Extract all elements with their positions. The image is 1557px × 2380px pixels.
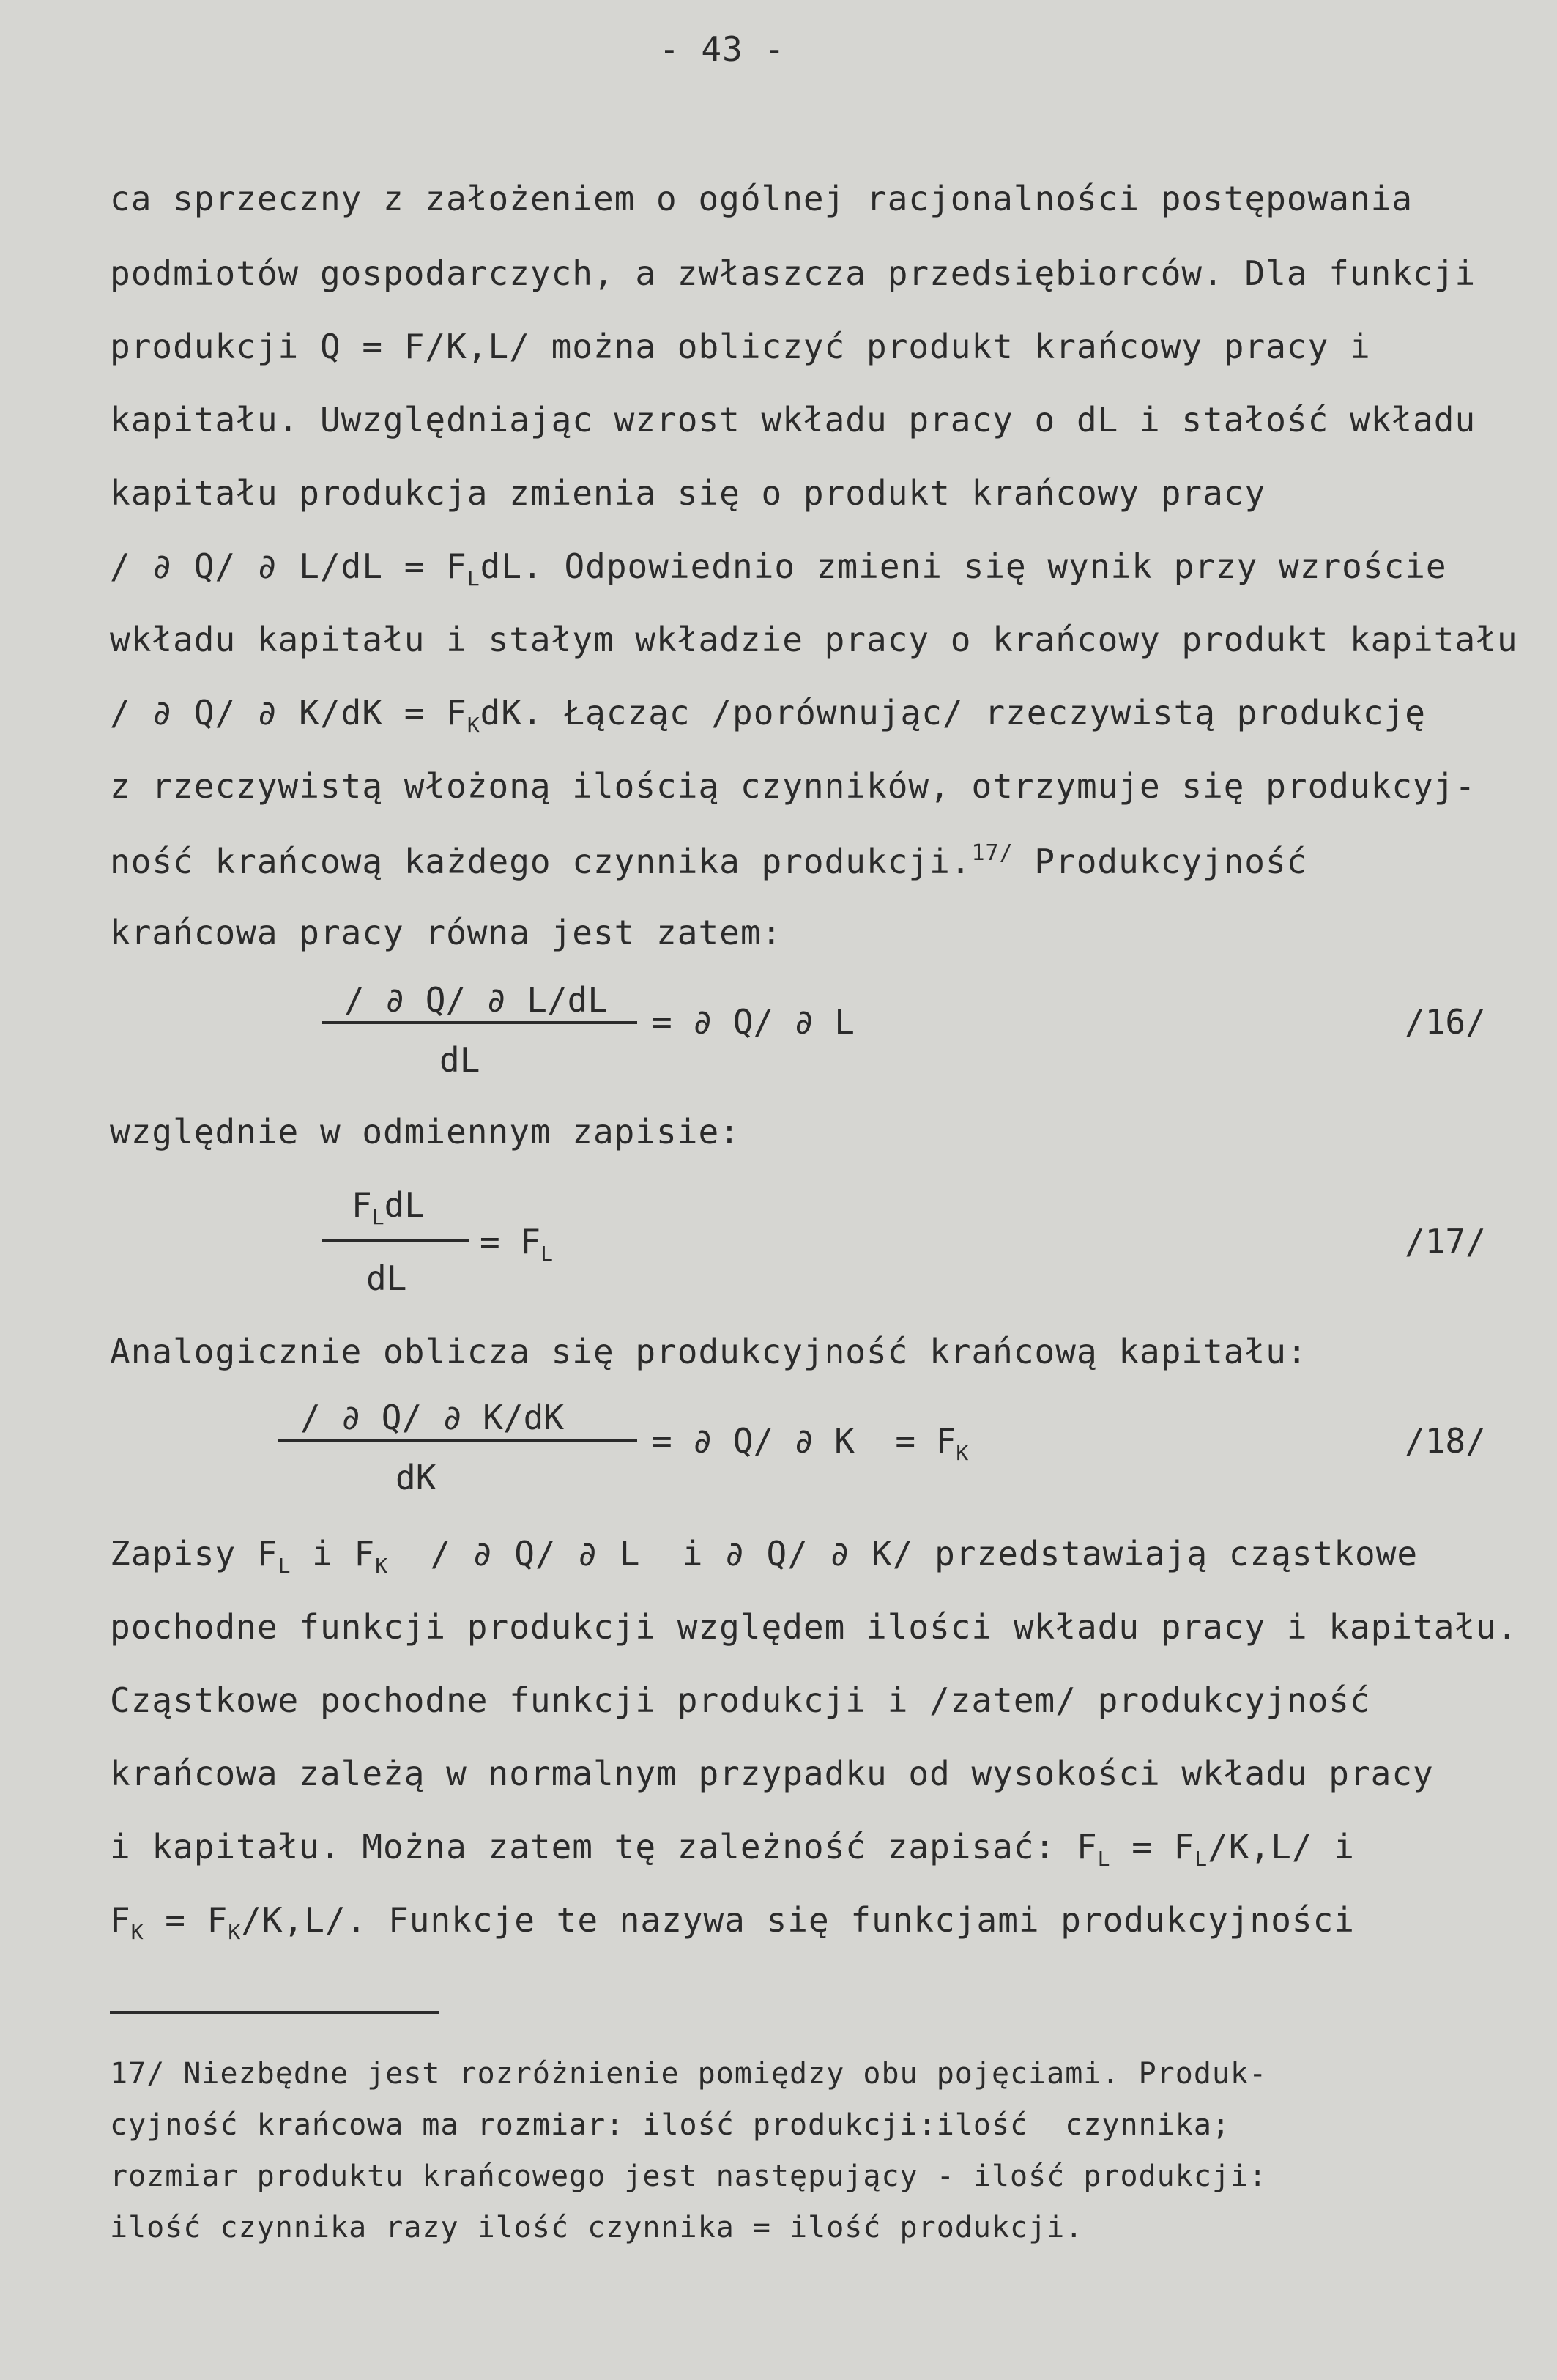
body-line-5: kapitału produkcja zmienia się o produkt krańcowy pracy: [110, 473, 1266, 513]
line6-start: / ∂ Q/ ∂ L/dL = F: [110, 546, 467, 586]
eq17-num-sub: L: [371, 1205, 384, 1229]
body-line-2: podmiotów gospodarczych, a zwłaszcza przedsiębiorców. Dla funkcji: [110, 253, 1476, 293]
eq17-number: /17/: [1405, 1222, 1486, 1261]
eq17-rhs-sub: L: [540, 1242, 553, 1266]
eq18-denominator: dK: [395, 1458, 436, 1497]
page-number: - 43 -: [659, 29, 786, 69]
tail-line-6: [110, 1900, 1356, 1944]
tail-l1c: / ∂ Q/ ∂ L i ∂ Q/ ∂ K/ przedstawiają cząstkowe: [388, 1534, 1419, 1573]
eq16-fraction-bar: [322, 1021, 637, 1024]
body-line-between: względnie w odmiennym zapisie:: [110, 1112, 740, 1152]
eq16-denominator: dL: [439, 1040, 480, 1080]
tail-l5c: /K,L/ i: [1208, 1827, 1356, 1866]
line6-sub: L: [467, 566, 480, 590]
footnote-line-4: ilość czynnika razy ilość czynnika = ilość produkcji.: [110, 2211, 1084, 2244]
eq18-fraction-bar: [278, 1439, 637, 1442]
eq17-num-rest: dL: [384, 1185, 425, 1225]
tail-l6-sub2: K: [228, 1920, 242, 1944]
tail-l1-sub1: L: [278, 1554, 291, 1578]
tail-l1-sub2: K: [375, 1554, 389, 1578]
body-line-8: [110, 693, 1426, 737]
eq18-rhs-sub: K: [956, 1441, 969, 1465]
line8-rest: dK. Łącząc /porównując/ rzeczywistą produkcję: [480, 693, 1426, 733]
line10-start: ność krańcową każdego czynnika produkcji.: [110, 842, 972, 881]
eq17-num-main: F: [352, 1185, 372, 1225]
line6-rest: dL. Odpowiednio zmieni się wynik przy wzroście: [480, 546, 1447, 586]
body-line-11: krańcowa pracy równa jest zatem:: [110, 913, 783, 952]
footnote-line-1: 17/ Niezbędne jest rozróżnienie pomiędzy obu pojęciami. Produk-: [110, 2057, 1268, 2091]
eq18-rhs-main: = ∂ Q/ ∂ K = F: [652, 1421, 956, 1461]
footnote-line-3: rozmiar produktu krańcowego jest następujący - ilość produkcji:: [110, 2160, 1268, 2193]
tail-l1b: i F: [291, 1534, 376, 1573]
body-line-analog: Analogicznie oblicza się produkcyjność krańcową kapitału:: [110, 1332, 1308, 1371]
eq18-rhs: [652, 1421, 968, 1465]
body-line-9: z rzeczywistą włożoną ilością czynników, otrzymuje się produkcyj-: [110, 766, 1476, 806]
eq18-numerator: / ∂ Q/ ∂ K/dK: [300, 1398, 565, 1437]
eq17-denominator: dL: [366, 1258, 407, 1298]
body-line-7: wkładu kapitału i stałym wkładzie pracy o krańcowy produkt kapitału: [110, 620, 1518, 659]
line10-rest: Produkcyjność: [1013, 842, 1308, 881]
tail-line-4: krańcowa zależą w normalnym przypadku od wysokości wkładu pracy: [110, 1754, 1434, 1793]
body-line-10: [110, 840, 1308, 881]
line8-start: / ∂ Q/ ∂ K/dK = F: [110, 693, 467, 733]
footnote-line-2: cyjność krańcowa ma rozmiar: ilość produkcji:ilość czynnika;: [110, 2108, 1231, 2142]
tail-line-5: [110, 1827, 1356, 1871]
eq16-number: /16/: [1405, 1002, 1486, 1042]
eq17-rhs-main: = F: [480, 1222, 541, 1261]
eq18-number: /18/: [1405, 1421, 1486, 1461]
eq17-rhs: [480, 1222, 553, 1266]
tail-l6a: F: [110, 1900, 131, 1940]
footnote-separator: [110, 2011, 439, 2014]
footnote-ref-17: 17/: [971, 840, 1014, 866]
tail-line-1: [110, 1534, 1419, 1578]
eq16-numerator: / ∂ Q/ ∂ L/dL: [344, 980, 609, 1020]
eq17-fraction-bar: [322, 1239, 469, 1242]
eq16-rhs: = ∂ Q/ ∂ L: [652, 1002, 855, 1042]
tail-l6c: /K,L/. Funkcje te nazywa się funkcjami produkcyjności: [241, 1900, 1356, 1940]
tail-l5-sub1: L: [1097, 1847, 1111, 1871]
line8-sub: K: [467, 713, 480, 737]
tail-l5-sub2: L: [1194, 1847, 1208, 1871]
body-line-1: ca sprzeczny z założeniem o ogólnej racjonalności postępowania: [110, 179, 1413, 218]
tail-l6b: = F: [144, 1900, 228, 1940]
eq17-numerator: [352, 1185, 425, 1229]
tail-l1a: Zapisy F: [110, 1534, 278, 1573]
body-line-6: [110, 546, 1447, 590]
tail-l5b: = F: [1110, 1827, 1195, 1866]
tail-line-2: pochodne funkcji produkcji względem ilości wkładu pracy i kapitału.: [110, 1607, 1518, 1647]
tail-line-3: Cząstkowe pochodne funkcji produkcji i /zatem/ produkcyjność: [110, 1680, 1371, 1720]
tail-l6-sub1: K: [130, 1920, 144, 1944]
tail-l5a: i kapitału. Można zatem tę zależność zapisać: F: [110, 1827, 1098, 1866]
body-line-3: produkcji Q = F/K,L/ można obliczyć produkt krańcowy pracy i: [110, 327, 1371, 366]
body-line-4: kapitału. Uwzględniając wzrost wkładu pracy o dL i stałość wkładu: [110, 400, 1476, 440]
